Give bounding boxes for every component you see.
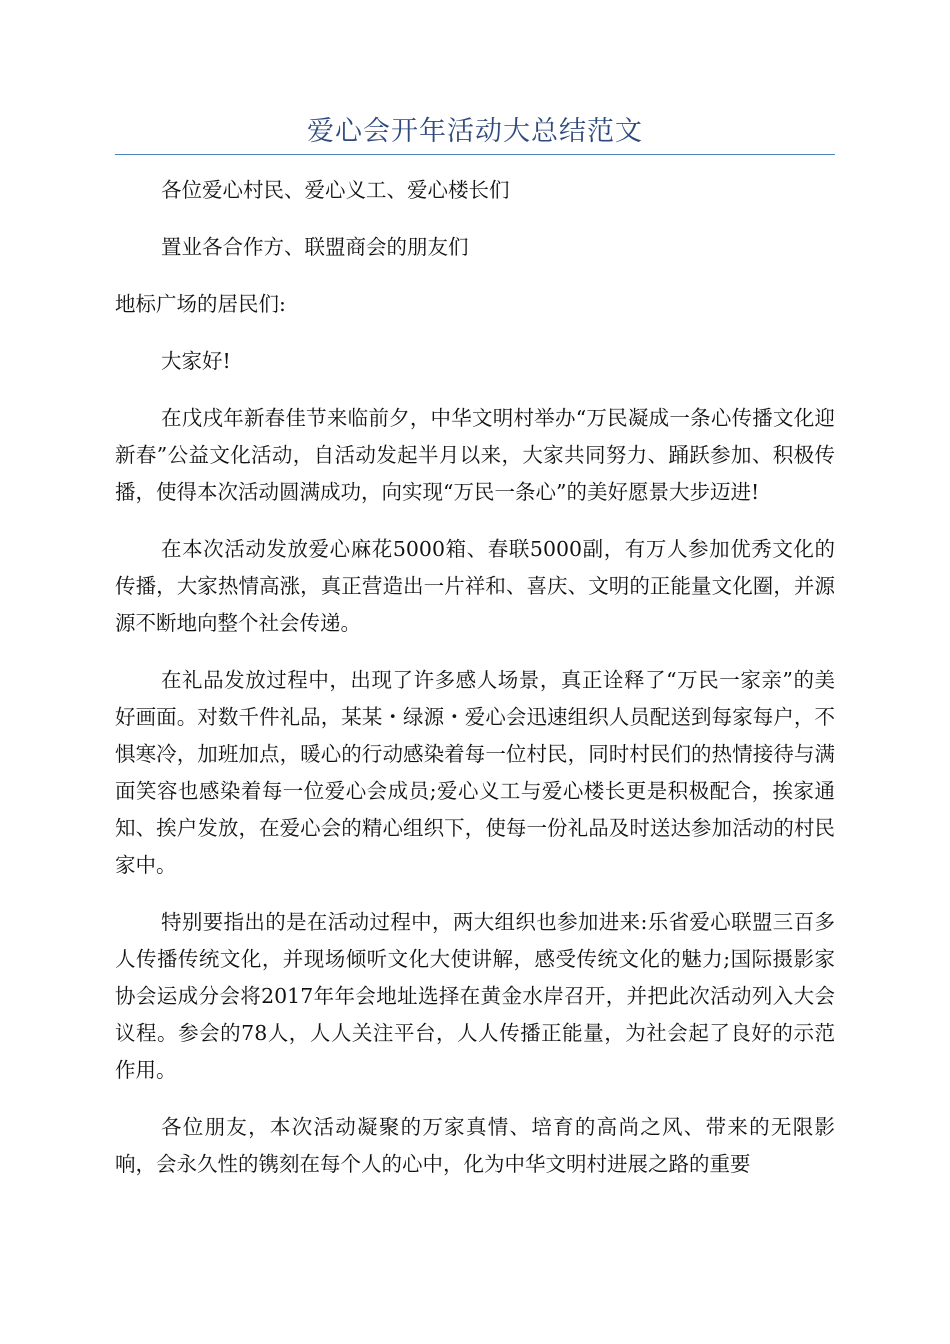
paragraph-hello: 大家好! <box>161 349 231 373</box>
paragraph-greeting-partners: 置业各合作方、联盟商会的朋友们 <box>161 235 469 259</box>
paragraph-organizations: 特别要指出的是在活动过程中，两大组织也参加进来:乐省爱心联盟三百多人传播传统文化，并现场倾听文化大使讲解，感受传统文化的魅力;国际摄影家协会运成分会将2017年年会地址选择在黄金水岸召开，并把此次活动列入大会议程。参会的78人，人人关注平台，人人传播正能量，为社会起了良好的示范作用。 <box>115 910 835 1082</box>
paragraph-activity-intro: 在戊戌年新春佳节来临前夕，中华文明村举办“万民凝成一条心传播文化迎新春”公益文化活动，自活动发起半月以来，大家共同努力、踊跃参加、积极传播，使得本次活动圆满成功，向实现“万民一条心”的美好愿景大步迈进! <box>115 406 835 504</box>
paragraph-closing: 各位朋友，本次活动凝聚的万家真情、培育的高尚之风、带来的无限影响，会永久性的镌刻在每个人的心中，化为中华文明村进展之路的重要 <box>115 1115 835 1176</box>
title-underline <box>115 154 835 155</box>
paragraph-distribution: 在本次活动发放爱心麻花5000箱、春联5000副，有万人参加优秀文化的传播，大家热情高涨，真正营造出一片祥和、喜庆、文明的正能量文化圈，并源源不断地向整个社会传递。 <box>115 537 835 635</box>
paragraph-greeting-residents: 地标广场的居民们: <box>115 292 286 316</box>
paragraph-greeting-villagers: 各位爱心村民、爱心义工、爱心楼长们 <box>161 178 510 202</box>
document-title: 爱心会开年活动大总结范文 <box>307 116 643 147</box>
paragraph-touching-scenes: 在礼品发放过程中，出现了许多感人场景，真正诠释了“万民一家亲”的美好画面。对数千件礼品，某某・绿源・爱心会迅速组织人员配送到每家每户，不惧寒冷，加班加点，暖心的行动感染着每一位村民，同时村民们的热情接待与满面笑容也感染着每一位爱心会成员;爱心义工与爱心楼长更是积极配合，挨家通知、挨户发放，在爱心会的精心组织下，使每一份礼品及时送达参加活动的村民家中。 <box>115 668 835 877</box>
document-body <box>115 172 835 1203</box>
